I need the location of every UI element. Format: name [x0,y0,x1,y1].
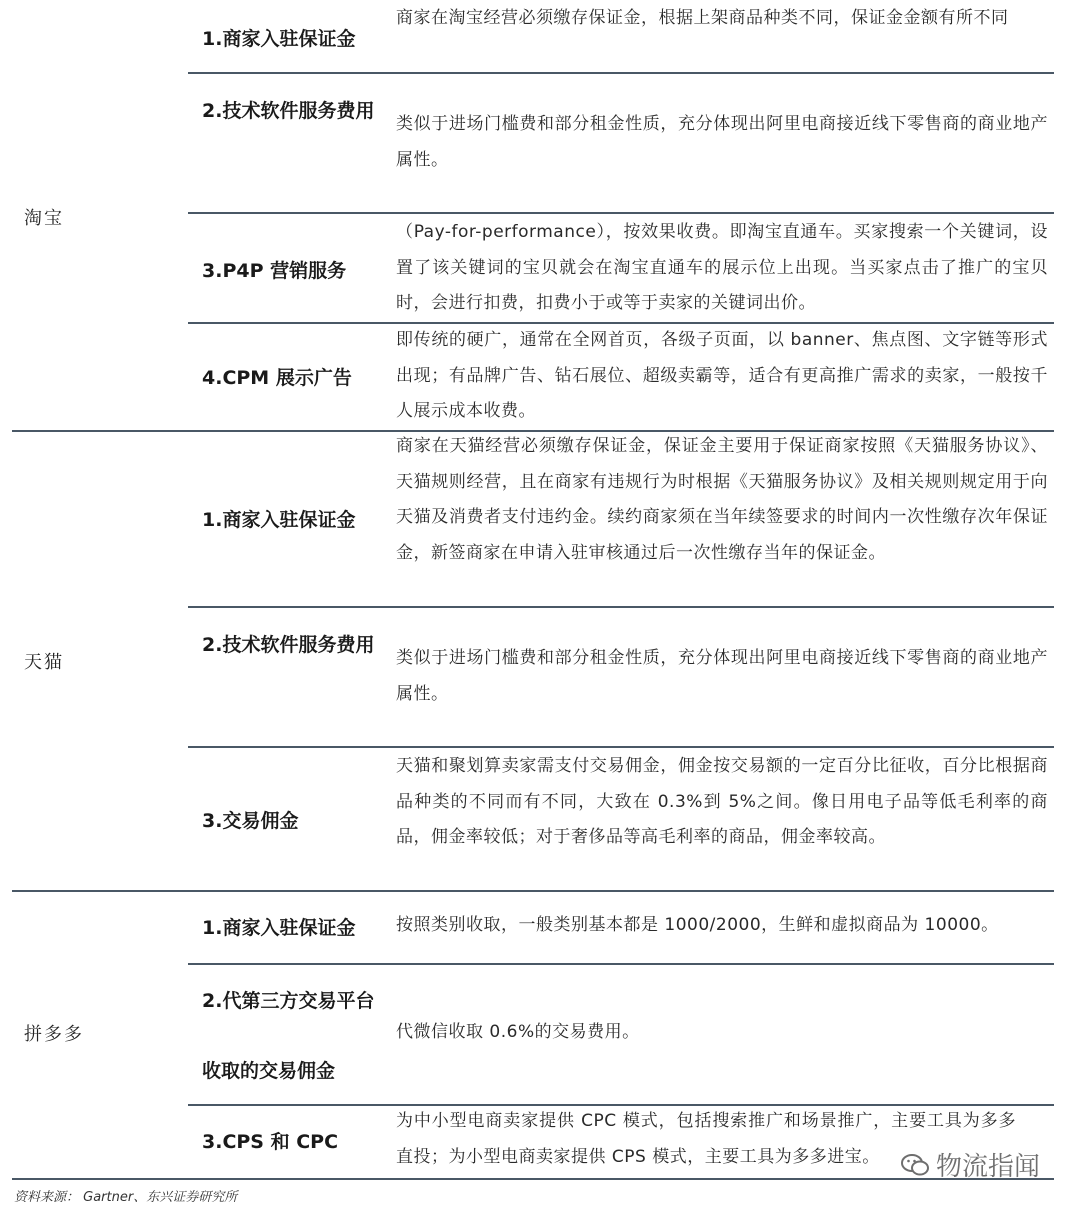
item-description: 类似于进场门槛费和部分租金性质，充分体现出阿里电商接近线下零售商的商业地产属性。 [396,114,1048,170]
watermark [900,1146,1040,1183]
table-bottom-rule [12,1178,1054,1180]
row-divider [188,212,1054,214]
item-name: 1.商家入驻保证金 [202,28,356,50]
item-description: 天猫和聚划算卖家需支付交易佣金，佣金按交易额的一定百分比征收，百分比根据商品种类的不同而有不同，大致在 0.3%到 5%之间。像日用电子品等低毛利率的商品，佣金率较低；对于奢侈品等高毛利率的商品，佣金率较高。 [396,756,1048,847]
item-description: 类似于进场门槛费和部分租金性质，充分体现出阿里电商接近线下零售商的商业地产属性。 [396,648,1048,704]
item-name: 1.商家入驻保证金 [202,917,356,939]
group-divider [12,890,1054,892]
watermark-text: 物流指闻 [936,1152,1041,1182]
item-name: 1.商家入驻保证金 [202,509,356,531]
row-divider [188,963,1054,965]
platform-pdd: 拼多多 [24,1024,84,1045]
item-name: 3.CPS 和 CPC [202,1131,339,1153]
item-name: 2.代第三方交易平台收取的交易佣金 [202,990,375,1082]
item-name: 3.P4P 营销服务 [202,260,347,282]
row-divider [188,746,1054,748]
item-description: 商家在淘宝经营必须缴存保证金，根据上架商品种类不同，保证金金额有所不同 [396,8,1009,28]
source-note: 资料来源： Gartner、东兴证券研究所 [14,1190,238,1205]
wechat-icon [900,1152,930,1178]
item-description: 为中小型电商卖家提供 CPC 模式，包括搜索推广和场景推广，主要工具为多多直投；为小型电商卖家提供 CPS 模式，主要工具为多多进宝。 [396,1111,1016,1167]
item-name: 3.交易佣金 [202,810,299,832]
item-name: 4.CPM 展示广告 [202,367,352,389]
platform-tmall: 天猫 [24,652,64,673]
item-description: 按照类别收取，一般类别基本都是 1000/2000，生鲜和虚拟商品为 10000。 [396,915,999,935]
item-description: 即传统的硬广，通常在全网首页，各级子页面，以 banner、焦点图、文字链等形式出现；有品牌广告、钻石展位、超级卖霸等，适合有更高推广需求的卖家，一般按千人展示成本收费。 [396,330,1048,421]
platform-taobao: 淘宝 [24,208,64,229]
item-description: 商家在天猫经营必须缴存保证金，保证金主要用于保证商家按照《天猫服务协议》、天猫规则经营，且在商家有违规行为时根据《天猫服务协议》及相关规则规定用于向天猫及消费者支付违约金。续约商家须在当年续签要求的时间内一次性缴存次年保证金，新签商家在申请入驻审核通过后一次性缴存当年的保证金。 [396,436,1048,563]
item-description: （Pay-for-performance），按效果收费。即淘宝直通车。买家搜索一个关键词，设置了该关键词的宝贝就会在淘宝直通车的展示位上出现。当买家点击了推广的宝贝时，会进行扣费，扣费小于或等于卖家的关键词出价。 [396,222,1048,313]
item-name: 2.技术软件服务费用 [202,634,375,656]
row-divider [188,72,1054,74]
item-name: 2.技术软件服务费用 [202,100,375,122]
item-description: 代微信收取 0.6%的交易费用。 [396,1022,640,1042]
row-divider [188,606,1054,608]
